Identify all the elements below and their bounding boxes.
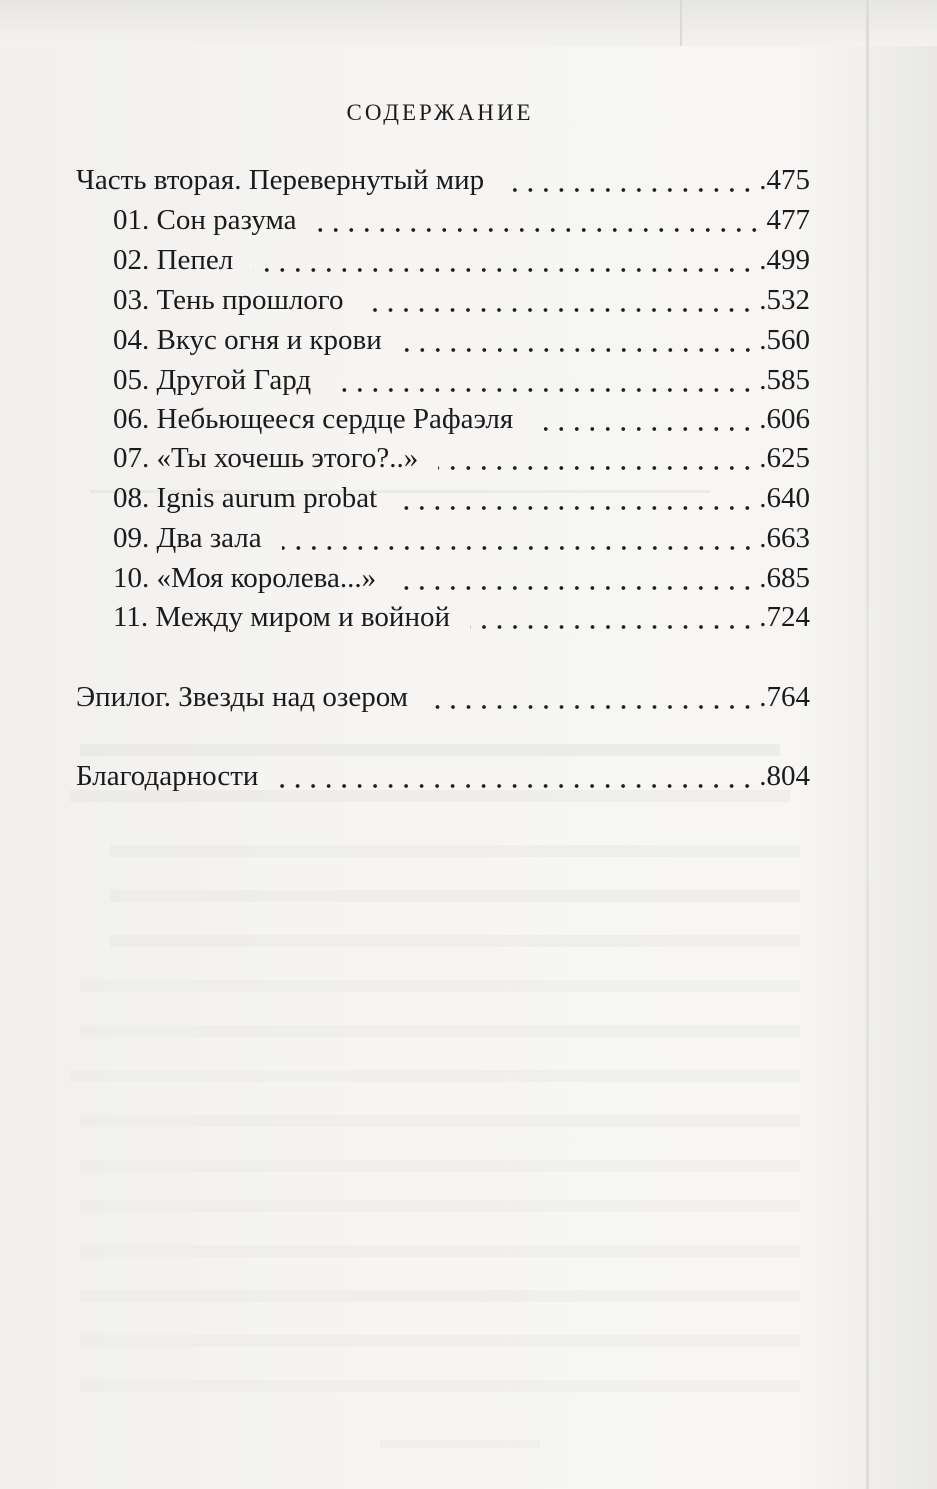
toc-entry-chapter-11[interactable]: [113, 599, 810, 635]
toc-entry-chapter-02[interactable]: [113, 242, 810, 278]
toc-entry-chapter-05[interactable]: [113, 362, 810, 398]
toc-entry-epilogue[interactable]: [76, 679, 810, 715]
toc-entry-page: .532: [759, 284, 810, 316]
toc-entry-title: 01. Сон разума: [113, 204, 297, 236]
dot-leader: [331, 385, 755, 395]
toc-entry-part-two[interactable]: [76, 162, 810, 198]
toc-entry-chapter-10[interactable]: [113, 560, 810, 596]
toc-entry-acknowledgements[interactable]: [76, 758, 810, 794]
page-gutter: [866, 0, 869, 1489]
toc-entry-chapter-04[interactable]: [113, 322, 810, 358]
toc-entry-title: 09. Два зала: [113, 522, 262, 554]
dot-leader: [428, 702, 755, 712]
toc-entry-chapter-06[interactable]: [113, 401, 810, 437]
toc-entry-page: .685: [759, 562, 810, 594]
toc-entry-title: 03. Тень прошлого: [113, 284, 344, 316]
toc-entry-page: .499: [759, 244, 810, 276]
toc-entry-chapter-07[interactable]: [113, 440, 810, 476]
toc-entry-title: 11. Между миром и войной: [113, 601, 450, 633]
toc-entry-title: 05. Другой Гард: [113, 364, 312, 396]
toc-entry-title: Эпилог. Звезды над озером: [76, 681, 408, 713]
dot-leader: [470, 622, 755, 632]
dot-leader: [253, 265, 755, 275]
toc-entry-title: Часть вторая. Перевернутый мир: [76, 164, 485, 196]
toc-entry-page: 477: [766, 204, 810, 236]
dot-leader: [282, 543, 756, 553]
dot-leader: [278, 781, 755, 791]
toc-entry-chapter-01[interactable]: [113, 202, 810, 238]
dot-leader: [316, 225, 762, 235]
page-edge-seam: [680, 0, 682, 46]
toc-entry-page: .724: [759, 601, 810, 633]
toc-entry-page: .764: [759, 681, 810, 713]
toc-entry-page: .663: [759, 522, 810, 554]
toc-entry-chapter-09[interactable]: [113, 520, 810, 556]
toc-entry-page: .640: [759, 482, 810, 514]
dot-leader: [438, 463, 755, 473]
toc-entry-page: .475: [759, 164, 810, 196]
toc-entry-page: .804: [759, 760, 810, 792]
toc-entry-page: .625: [759, 442, 810, 474]
dot-leader: [396, 583, 755, 593]
toc-entry-title: 08. Ignis aurum probat: [113, 482, 378, 514]
toc-entry-page: .606: [759, 403, 810, 435]
dot-leader: [363, 305, 755, 315]
toc-entry-chapter-03[interactable]: [113, 282, 810, 318]
page-top-edge: [0, 0, 937, 46]
toc-entry-title: 07. «Ты хочешь этого?..»: [113, 442, 419, 474]
toc-entry-title: 06. Небьющееся сердце Рафаэля: [113, 403, 514, 435]
dot-leader: [402, 345, 756, 355]
toc-entry-chapter-08[interactable]: [113, 480, 810, 516]
toc-entry-page: .560: [759, 324, 810, 356]
toc-entry-title: 04. Вкус огня и крови: [113, 324, 382, 356]
contents-heading: СОДЕРЖАНИЕ: [346, 100, 534, 125]
toc-entry-title: 10. «Моя королева...»: [113, 562, 377, 594]
toc-entry-title: Благодарности: [76, 760, 259, 792]
dot-leader: [504, 185, 755, 195]
dot-leader: [533, 424, 755, 434]
toc-entry-title: 02. Пепел: [113, 244, 234, 276]
toc-entry-page: .585: [759, 364, 810, 396]
dot-leader: [397, 503, 755, 513]
